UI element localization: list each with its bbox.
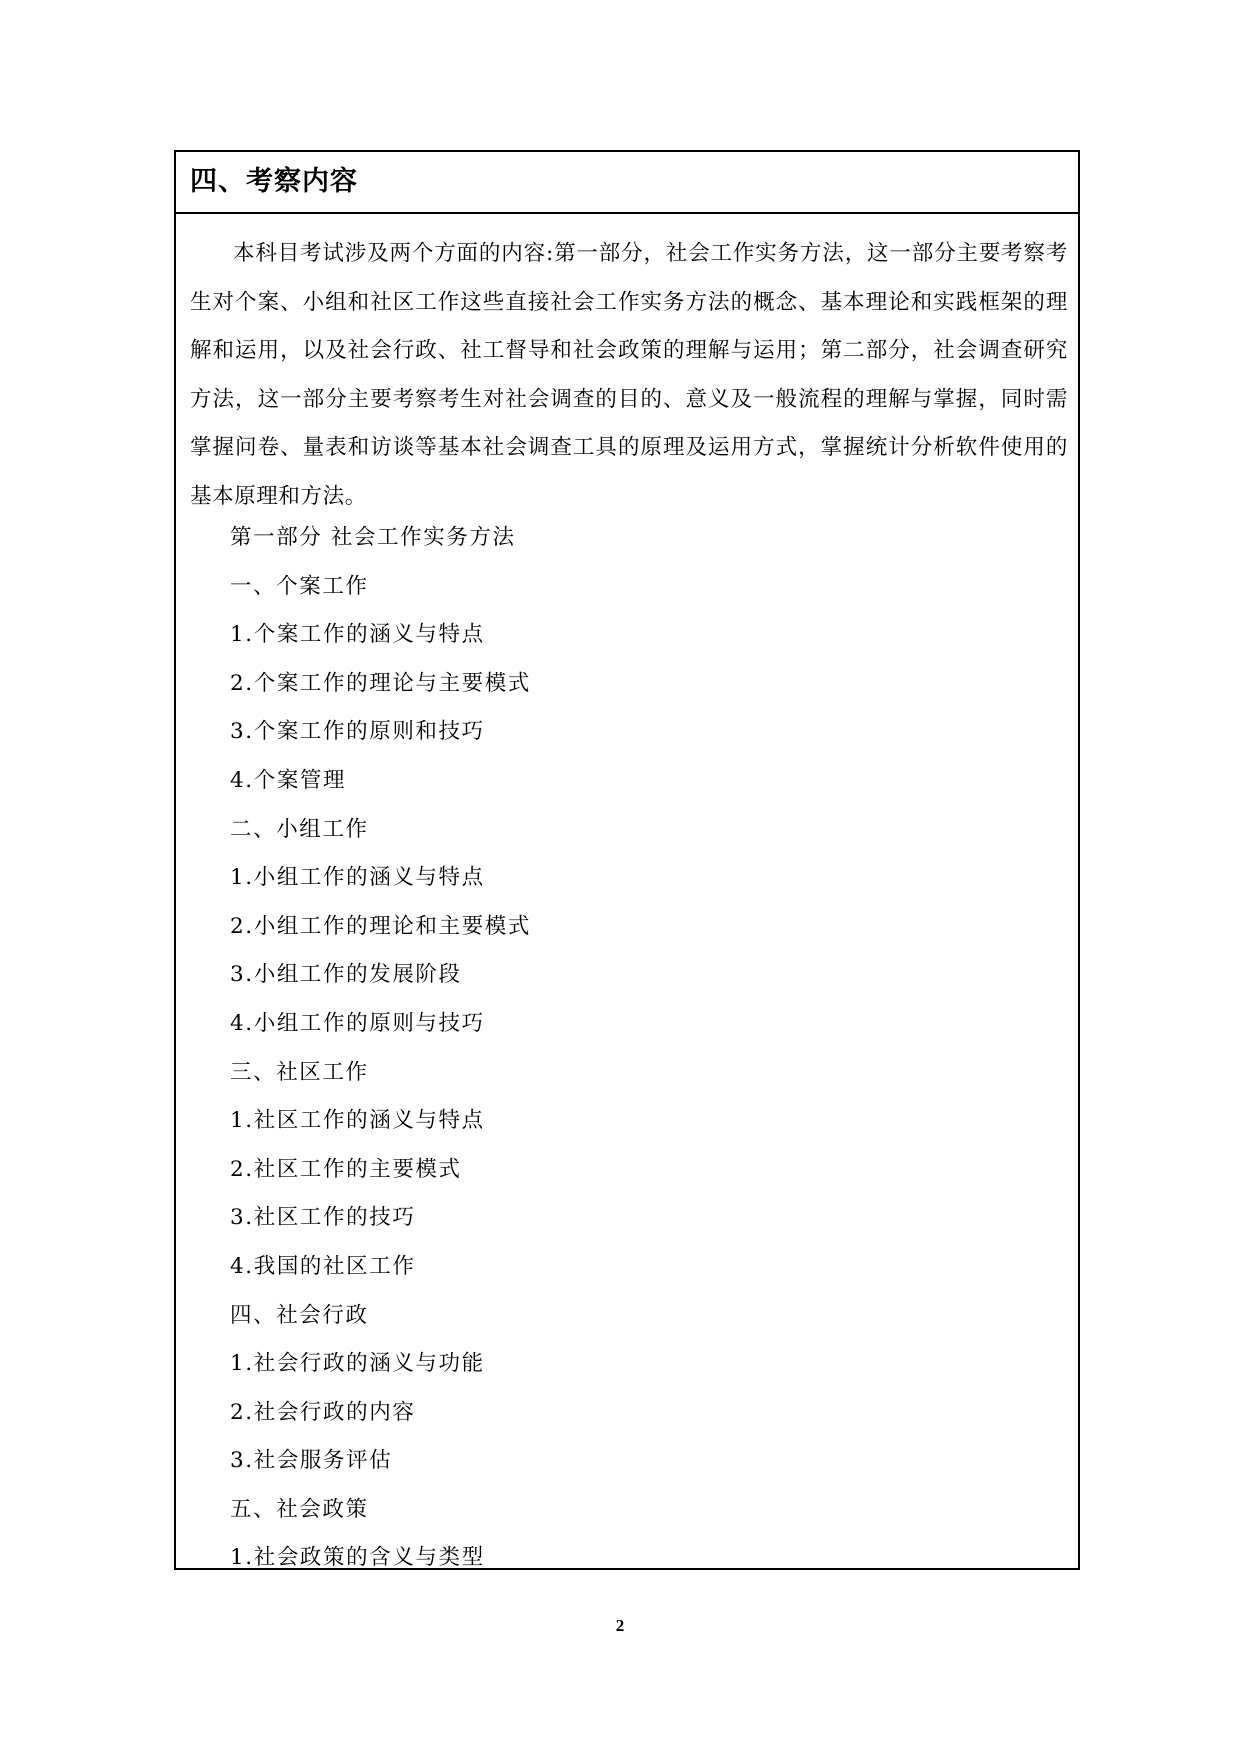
outline-item: 2.社区工作的主要模式 xyxy=(230,1156,462,1182)
outline-item: 4.我国的社区工作 xyxy=(230,1253,416,1279)
outline-chapter-heading: 四、社会行政 xyxy=(230,1302,369,1328)
outline-item: 3.社区工作的技巧 xyxy=(230,1205,416,1231)
outline-item: 1.社会行政的涵义与功能 xyxy=(230,1351,485,1377)
outline-item: 4.小组工作的原则与技巧 xyxy=(230,1010,485,1036)
intro-paragraph: 本科目考试涉及两个方面的内容:第一部分，社会工作实务方法，这一部分主要考察考生对个案、小组和社区工作这些直接社会工作实务方法的概念、基本理论和实践框架的理解和运用，以及社会行政、社工督导和社会政策的理解与运用；第二部分，社会调查研究方法，这一部分主要考察考生对社会调查的目的、意义及一般流程的理解与掌握，同时需掌握问卷、量表和访谈等基本社会调查工具的原理及运用方式，掌握统计分析软件使用的基本原理和方法。 xyxy=(190,241,1068,509)
outline-chapter-heading: 二、小组工作 xyxy=(230,816,369,842)
outline-item: 3.小组工作的发展阶段 xyxy=(230,962,462,988)
section-header-row xyxy=(176,152,1078,214)
outline-item: 4.个案管理 xyxy=(230,767,347,793)
outline-chapter-heading: 一、个案工作 xyxy=(230,573,369,599)
outline-item: 1.社会政策的含义与类型 xyxy=(230,1545,485,1571)
outline-item: 3.个案工作的原则和技巧 xyxy=(230,719,485,745)
outline-item: 2.小组工作的理论和主要模式 xyxy=(230,913,531,939)
page-number: 2 xyxy=(615,1616,625,1635)
outline-part-heading: 第一部分 社会工作实务方法 xyxy=(230,525,516,550)
outline-item: 2.个案工作的理论与主要模式 xyxy=(230,670,531,696)
outline-chapter-heading: 五、社会政策 xyxy=(230,1496,369,1522)
outline-item: 2.社会行政的内容 xyxy=(230,1399,416,1425)
outline-item: 1.小组工作的涵义与特点 xyxy=(230,865,485,891)
outline-item: 1.个案工作的涵义与特点 xyxy=(230,622,485,648)
outline-chapter-heading: 三、社区工作 xyxy=(230,1059,369,1085)
content-table-cell xyxy=(174,150,1080,1570)
outline-item: 1.社区工作的涵义与特点 xyxy=(230,1108,485,1134)
section-title: 四、考察内容 xyxy=(190,166,358,197)
outline-list xyxy=(230,514,531,1583)
outline-item: 3.社会服务评估 xyxy=(230,1448,393,1474)
